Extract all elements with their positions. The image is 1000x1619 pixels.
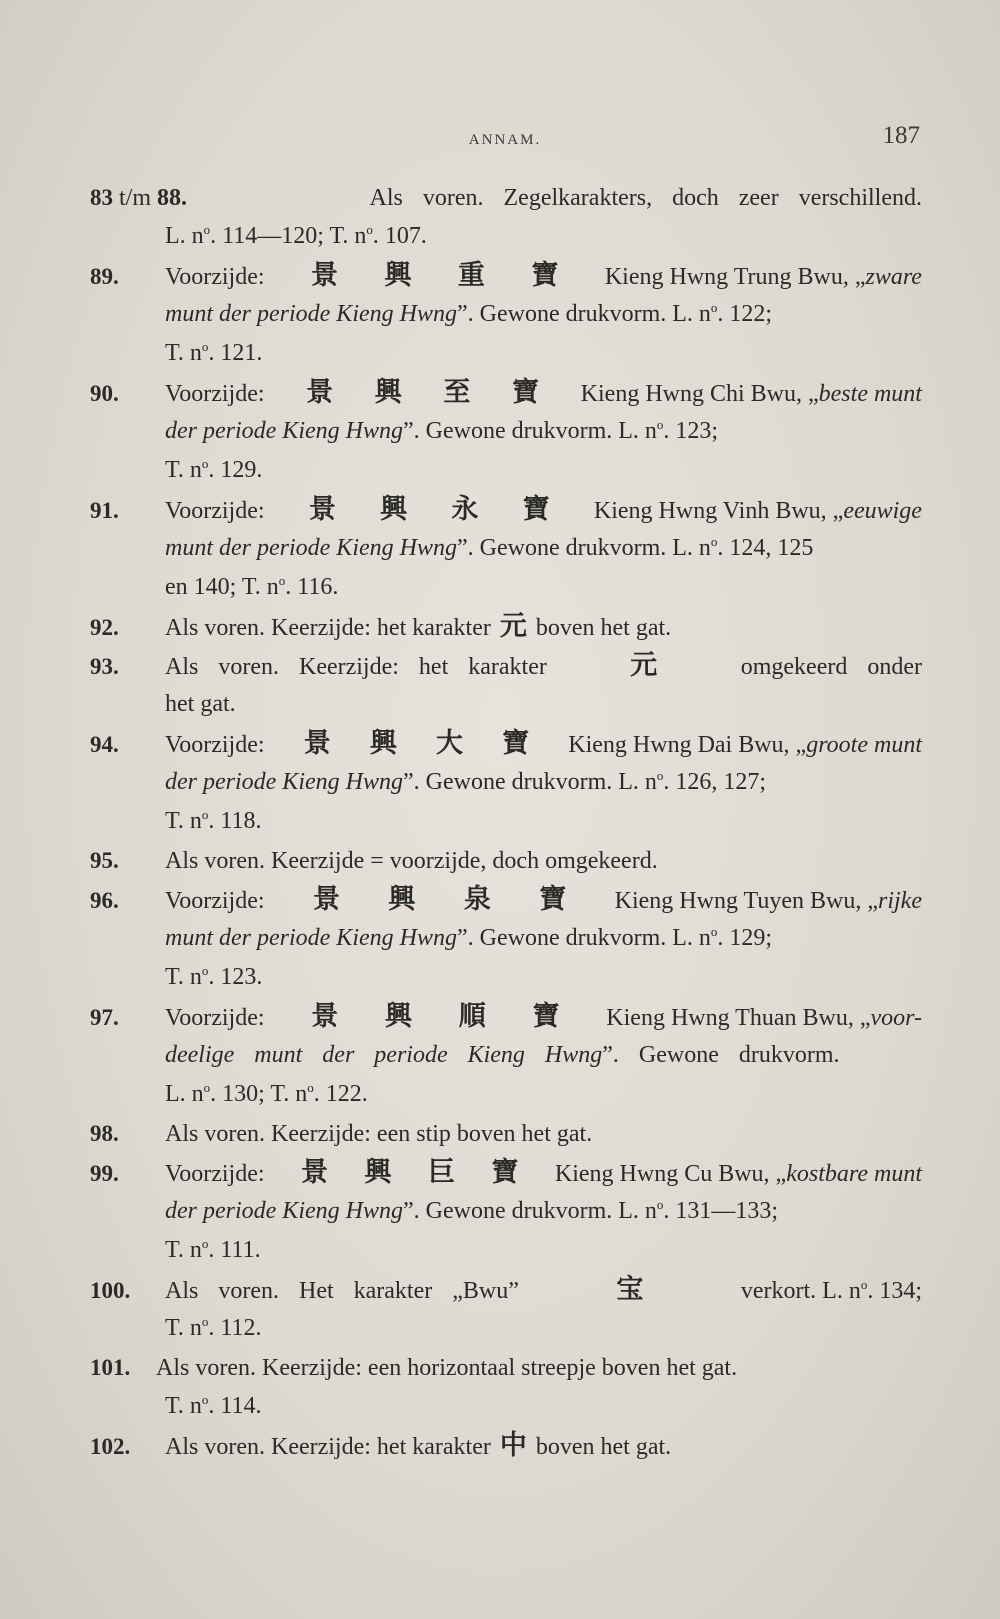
entry-line	[90, 295, 922, 334]
entry-line	[90, 997, 922, 1036]
entry-91	[90, 490, 922, 607]
side-label: Voorzijde:	[165, 1161, 265, 1187]
entry-text: munt der periode Kieng Hwng”. Gewone drukvorm. L. $n^o$. 129;	[165, 924, 773, 951]
entry-94	[90, 724, 922, 841]
entry-number: 98.	[90, 1121, 119, 1146]
entry-line	[90, 1387, 922, 1426]
chinese-character: 寶	[531, 260, 559, 291]
entry-line	[90, 1426, 922, 1465]
entry-number: 101.	[90, 1355, 131, 1380]
reference: L. $n^o$. 114—120; T. $n^o$. 107.	[165, 222, 427, 249]
entry-text: omgekeerd onder	[740, 654, 922, 680]
coin-catalogue-entries	[90, 178, 922, 1465]
entry-99	[90, 1153, 922, 1270]
chinese-character: 興	[385, 1001, 413, 1032]
entry-number: 89.	[90, 264, 119, 289]
entry-line	[90, 1309, 922, 1348]
entry-line	[90, 334, 922, 373]
entry-text: Als voren. Zegelkarakters, doch zeer verschillend.	[369, 185, 922, 211]
entry-number: 102.	[90, 1434, 131, 1459]
entry-line	[90, 607, 922, 646]
entry-line	[90, 685, 922, 724]
entry-83-88	[90, 178, 922, 256]
entry-text: munt der periode Kieng Hwng”. Gewone drukvorm. L. $n^o$. 124, 125	[165, 534, 814, 561]
entry-line	[90, 217, 922, 256]
chinese-character: 寶	[522, 494, 550, 525]
entry-100	[90, 1270, 922, 1348]
entry-98	[90, 1114, 922, 1153]
reference: T. $n^o$. 129.	[165, 456, 263, 483]
entry-97	[90, 997, 922, 1114]
entry-90	[90, 373, 922, 490]
entry-line	[90, 802, 922, 841]
side-label: Voorzijde:	[165, 732, 265, 758]
entry-number: 100.	[90, 1278, 131, 1303]
reference: T. $n^o$. 112.	[165, 1314, 262, 1341]
entry-text: het gat.	[165, 691, 236, 717]
chinese-character: 至	[443, 377, 471, 408]
transliteration: Kieng Hwng Vinh Bwu, „eeuwige	[593, 498, 922, 524]
entry-text: Als voren. Het karakter „Bwu”	[165, 1278, 519, 1304]
entry-89	[90, 256, 922, 373]
entry-line	[90, 568, 922, 607]
running-title: ANNAM.	[468, 132, 542, 148]
entry-line	[90, 646, 922, 685]
entry-text: verkort. L. $n^o$. 134;	[740, 1277, 922, 1304]
entry-text: boven het gat.	[535, 615, 672, 641]
entry-text: Als voren. Keerzijde = voorzijde, doch omgekeerd.	[165, 848, 658, 874]
chinese-character: 景	[311, 1001, 339, 1032]
chinese-character: 興	[364, 1157, 392, 1188]
entry-number: 92.	[90, 615, 119, 640]
chinese-character: 景	[312, 884, 340, 915]
chinese-character: 泉	[463, 884, 491, 915]
chinese-character: 元	[630, 650, 658, 681]
chinese-character: 興	[384, 260, 412, 291]
chinese-character: 巨	[427, 1157, 455, 1188]
transliteration: Kieng Hwng Thuan Bwu, „voor-	[606, 1005, 922, 1031]
entry-number: 93.	[90, 654, 119, 679]
chinese-character: 景	[308, 494, 336, 525]
chinese-character: 寶	[539, 884, 567, 915]
entry-line	[90, 1075, 922, 1114]
side-label: Voorzijde:	[165, 1005, 265, 1031]
entry-text: munt der periode Kieng Hwng”. Gewone drukvorm. L. $n^o$. 122;	[165, 300, 773, 327]
chinese-character: 興	[388, 884, 416, 915]
side-label: Voorzijde:	[165, 888, 265, 914]
reference: L. $n^o$. 130; T. $n^o$. 122.	[165, 1080, 368, 1107]
transliteration: Kieng Hwng Tuyen Bwu, „rijke	[614, 888, 922, 914]
reference: T. $n^o$. 114.	[165, 1392, 262, 1419]
entry-line	[90, 412, 922, 451]
reference: T. $n^o$. 123.	[165, 963, 263, 990]
entry-number: 94.	[90, 732, 119, 757]
chinese-character: 寶	[491, 1157, 519, 1188]
entry-text: Als voren. Keerzijde: een horizontaal streepje boven het gat.	[156, 1355, 738, 1381]
transliteration: Kieng Hwng Chi Bwu, „beste munt	[580, 381, 922, 407]
chinese-character: 順	[458, 1001, 486, 1032]
entry-number-end: 88.	[157, 185, 188, 211]
entry-text: der periode Kieng Hwng”. Gewone drukvorm. L. $n^o$. 131—133;	[165, 1197, 779, 1224]
entry-102	[90, 1426, 922, 1465]
entry-number: 99.	[90, 1161, 119, 1186]
transliteration: Kieng Hwng Dai Bwu, „groote munt	[568, 732, 922, 758]
page-number: 187	[882, 122, 920, 149]
entry-line	[90, 841, 922, 880]
chinese-character: 永	[451, 494, 479, 525]
entry-line	[90, 490, 922, 529]
entry-number: 90.	[90, 381, 119, 406]
entry-95	[90, 841, 922, 880]
entry-number: 96.	[90, 888, 119, 913]
entry-line	[90, 256, 922, 295]
entry-96	[90, 880, 922, 997]
side-label: Voorzijde:	[165, 264, 265, 290]
chinese-character: 宝	[616, 1274, 644, 1305]
chinese-character: 興	[374, 377, 402, 408]
entry-line	[90, 958, 922, 997]
chinese-character: 寶	[502, 728, 530, 759]
entry-number: 97.	[90, 1005, 119, 1030]
entry-line	[90, 451, 922, 490]
transliteration: Kieng Hwng Cu Bwu, „kostbare munt	[554, 1161, 922, 1187]
entry-line	[90, 1036, 922, 1075]
entry-text: deelige munt der periode Kieng Hwng”. Gewone drukvorm.	[165, 1042, 840, 1068]
entry-text: Als voren. Keerzijde: een stip boven het gat.	[165, 1121, 593, 1147]
reference: T. $n^o$. 111.	[165, 1236, 261, 1263]
entry-93	[90, 646, 922, 724]
entry-text: Als voren. Keerzijde: het karakter	[165, 654, 547, 680]
chinese-character: 寶	[532, 1001, 560, 1032]
chinese-character: 景	[311, 260, 338, 291]
reference: en 140; T. $n^o$. 116.	[165, 573, 339, 600]
entry-line	[90, 373, 922, 412]
entry-line	[90, 1114, 922, 1153]
entry-line	[90, 880, 922, 919]
entry-number: 91.	[90, 498, 119, 523]
entry-92	[90, 607, 922, 646]
entry-line	[90, 1192, 922, 1231]
entry-line	[90, 1348, 922, 1387]
entry-line	[90, 763, 922, 802]
reference: T. $n^o$. 121.	[165, 339, 263, 366]
chinese-character: 景	[306, 377, 334, 408]
chinese-character: 景	[301, 1157, 329, 1188]
chinese-character: 大	[435, 728, 463, 759]
chinese-character: 中	[499, 1430, 527, 1461]
range-word: t/m	[119, 185, 152, 211]
chinese-character: 興	[380, 494, 408, 525]
entry-line	[90, 724, 922, 763]
page-header	[90, 120, 920, 160]
entry-text: boven het gat.	[535, 1434, 672, 1460]
entry-text: der periode Kieng Hwng”. Gewone drukvorm. L. $n^o$. 123;	[165, 417, 719, 444]
chinese-character: 重	[457, 260, 485, 291]
transliteration: Kieng Hwng Trung Bwu, „zware	[604, 264, 922, 290]
entry-line	[90, 529, 922, 568]
entry-number: 95.	[90, 848, 119, 873]
chinese-character: 景	[303, 728, 331, 759]
side-label: Voorzijde:	[165, 381, 265, 407]
entry-line	[90, 1153, 922, 1192]
entry-text: Als voren. Keerzijde: het karakter	[165, 1434, 491, 1460]
reference: T. $n^o$. 118.	[165, 807, 262, 834]
entry-text: Als voren. Keerzijde: het karakter	[165, 615, 491, 641]
entry-number: 83	[90, 185, 113, 210]
entry-line	[90, 178, 922, 217]
side-label: Voorzijde:	[165, 498, 265, 524]
chinese-character: 寶	[512, 377, 540, 408]
entry-text: der periode Kieng Hwng”. Gewone drukvorm. L. $n^o$. 126, 127;	[165, 768, 767, 795]
chinese-character: 元	[499, 611, 527, 642]
chinese-character: 興	[369, 728, 397, 759]
entry-line	[90, 1270, 922, 1309]
entry-101	[90, 1348, 922, 1426]
entry-line	[90, 1231, 922, 1270]
entry-line	[90, 919, 922, 958]
